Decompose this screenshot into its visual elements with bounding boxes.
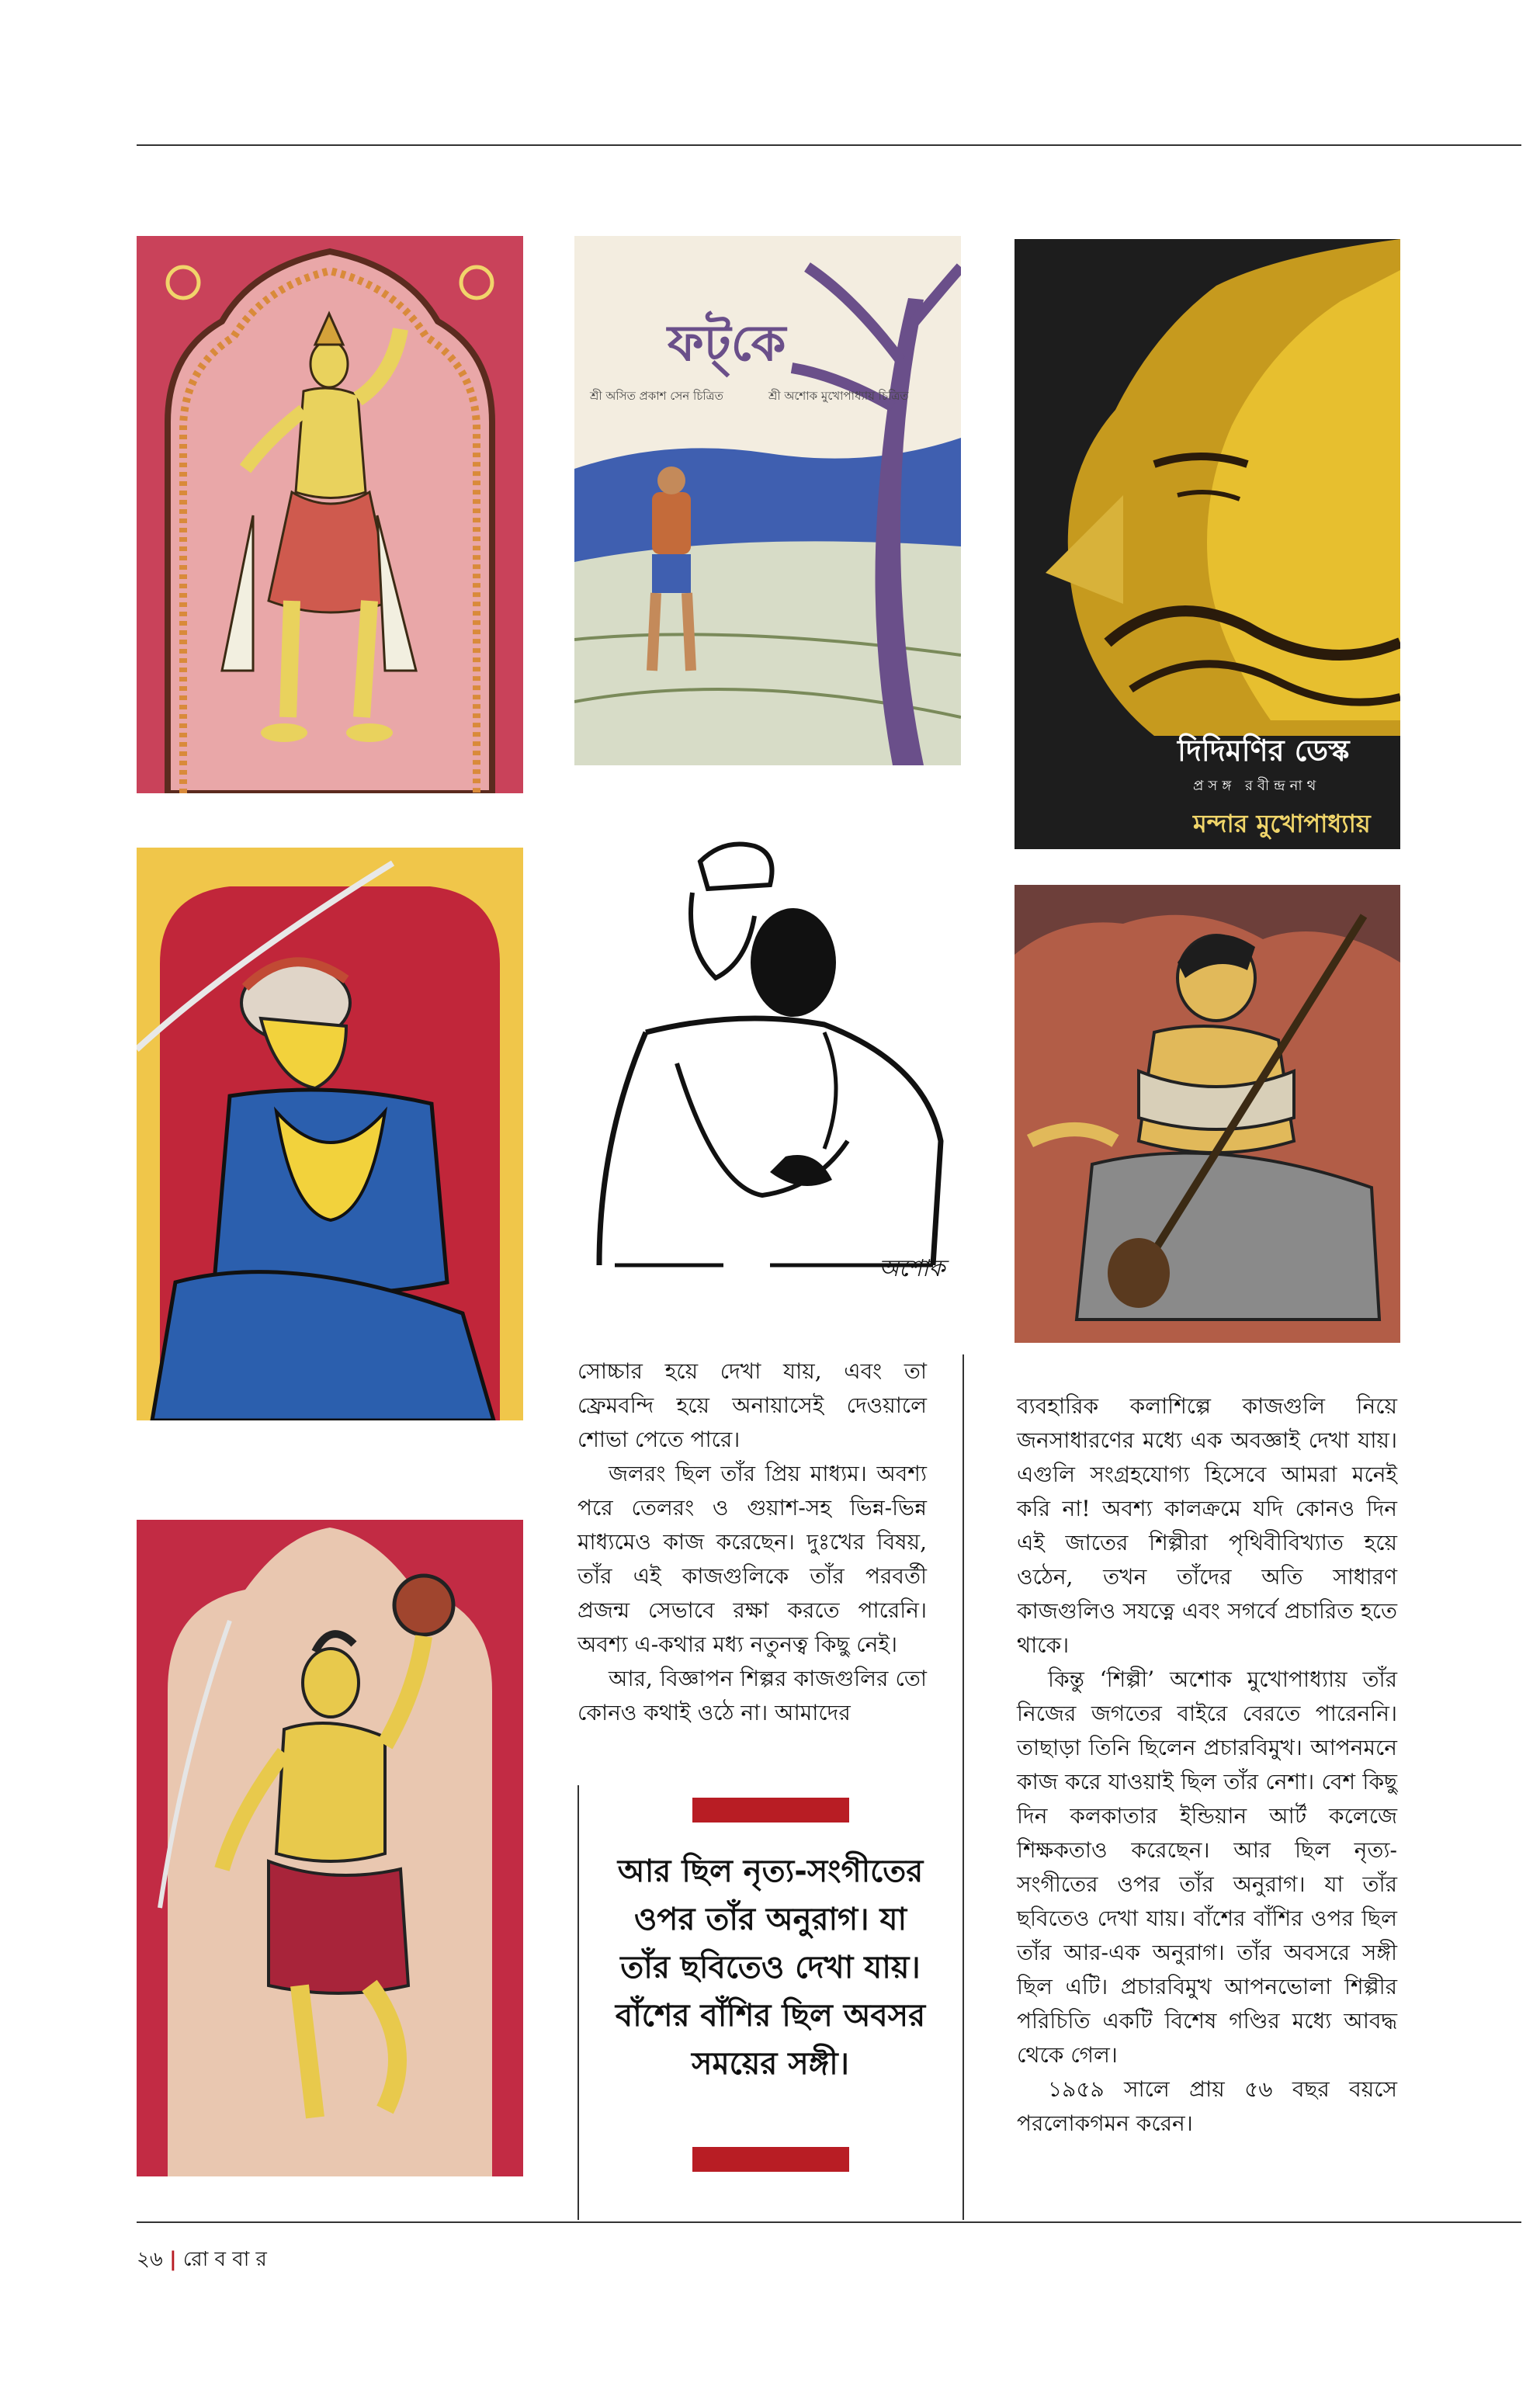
- sketch-embrace: [568, 831, 972, 1296]
- phatke-title: ফট্‌কে: [668, 315, 786, 373]
- page-number: ২৬: [137, 2248, 163, 2271]
- pull-quote-top-bar: [692, 1798, 849, 1822]
- middle-paragraph: সোচ্চার হয়ে দেখা যায়, এবং তা ফ্রেমবন্দি হয়ে অনায়াসেই দেওয়ালে শোভা পেতে পারে।: [578, 1358, 927, 1452]
- article-column-middle: [578, 1354, 927, 1730]
- page-footer: [137, 2243, 267, 2277]
- right-paragraph: ব্যবহারিক কলাশিল্পে কাজগুলি নিয়ে জনসাধারণের মধ্যে এক অবজ্ঞাই দেখা যায়। এগুলি সংগ্রহযোগ্য হিসেবে আমরা মনেই করি না! অবশ্য কালক্রমে যদি কোনও দিন এই জাতের শিল্পীরা পৃথিবীবিখ্যাত হয়ে ওঠেন, তখন তাঁদের অতি সাধারণ কাজগুলিও সযত্নে এবং সগর্বে প্রচারিত হতে থাকে।: [1017, 1393, 1397, 1658]
- book-cover-phatke: [574, 236, 961, 765]
- phatke-credit-left: শ্রী অসিত প্রকাশ সেন চিত্রিত: [590, 389, 723, 403]
- didimonir-author: মন্দার মুখোপাধ্যায়: [1193, 809, 1371, 838]
- didimonir-subtitle: প্রসঙ্গ রবীন্দ্রনাথ: [1193, 778, 1321, 794]
- bottom-rule: [137, 2221, 1521, 2223]
- phatke-credit-right: শ্রী অশোক মুখোপাধ্যায় চিত্রিত: [768, 389, 909, 403]
- middle-paragraph: জলরং ছিল তাঁর প্রিয় মাধ্যম। অবশ্য পরে তেলরং ও গুয়াশ-সহ ভিন্ন-ভিন্ন মাধ্যমেও কাজ করেছেন। দুঃখের বিষয়, তাঁর এই কাজগুলিকে তাঁর পরবর্তী প্রজন্ম সেভাবে রক্ষা করতে পারেনি। অবশ্য এ-কথার মধ্য নতুনত্ব কিছু নেই।: [578, 1461, 927, 1657]
- footer-separator: |: [169, 2248, 177, 2271]
- middle-paragraph: আর, বিজ্ঞাপন শিল্পর কাজগুলির তো কোনও কথাই ওঠে না। আমাদের: [578, 1666, 927, 1725]
- book-cover-didimonir: [1015, 239, 1400, 849]
- right-paragraph: ১৯৫৯ সালে প্রায় ৫৬ বছর বয়সে পরলোকগমন করেন।: [1017, 2076, 1397, 2136]
- article-column-right: [1017, 1389, 1397, 2141]
- painting-sword-dancer: [137, 1520, 523, 2176]
- sketch-signature: অশোক: [879, 1255, 945, 1282]
- pull-quote: আর ছিল নৃত্য-সংগীতের ওপর তাঁর অনুরাগ। যা তাঁর ছবিতেও দেখা যায়। বাঁশের বাঁশির ছিল অবসর সময়ের সঙ্গী।: [615, 1854, 926, 2082]
- painting-warrior: [137, 848, 523, 1420]
- painting-dancer: [137, 236, 523, 793]
- painting-veena-player: [1015, 885, 1400, 1343]
- top-rule: [137, 144, 1521, 146]
- pull-quote-bottom-bar: [692, 2147, 849, 2172]
- right-paragraph: কিন্তু ‘শিল্পী’ অশোক মুখোপাধ্যায় তাঁর নিজের জগতের বাইরে বেরতে পারেননি। তাছাড়া তিনি ছিলেন প্রচারবিমুখ। আপনমনে কাজ করে যাওয়াই ছিল তাঁর নেশা। বেশ কিছু দিন কলকাতার ইন্ডিয়ান আর্ট কলেজে শিক্ষকতাও করেছেন। আর ছিল নৃত্য-সংগীতের ওপর তাঁর অনুরাগ। যা তাঁর ছবিতেও দেখা যায়। বাঁশের বাঁশির ওপর ছিল তাঁর আর-এক অনুরাগ। তাঁর অবসরে সঙ্গী ছিল এটি। প্রচারবিমুখ আপনভোলা শিল্পীর পরিচিতি একটি বিশেষ গণ্ডির মধ্যে আবদ্ধ থেকে গেল।: [1017, 1666, 1397, 2068]
- magazine-name: রো ব বা র: [182, 2248, 267, 2271]
- column-divider-left: [578, 1785, 579, 2220]
- didimonir-title: দিদিমণির ডেস্ক: [1178, 734, 1350, 768]
- column-divider-right: [962, 1354, 964, 2220]
